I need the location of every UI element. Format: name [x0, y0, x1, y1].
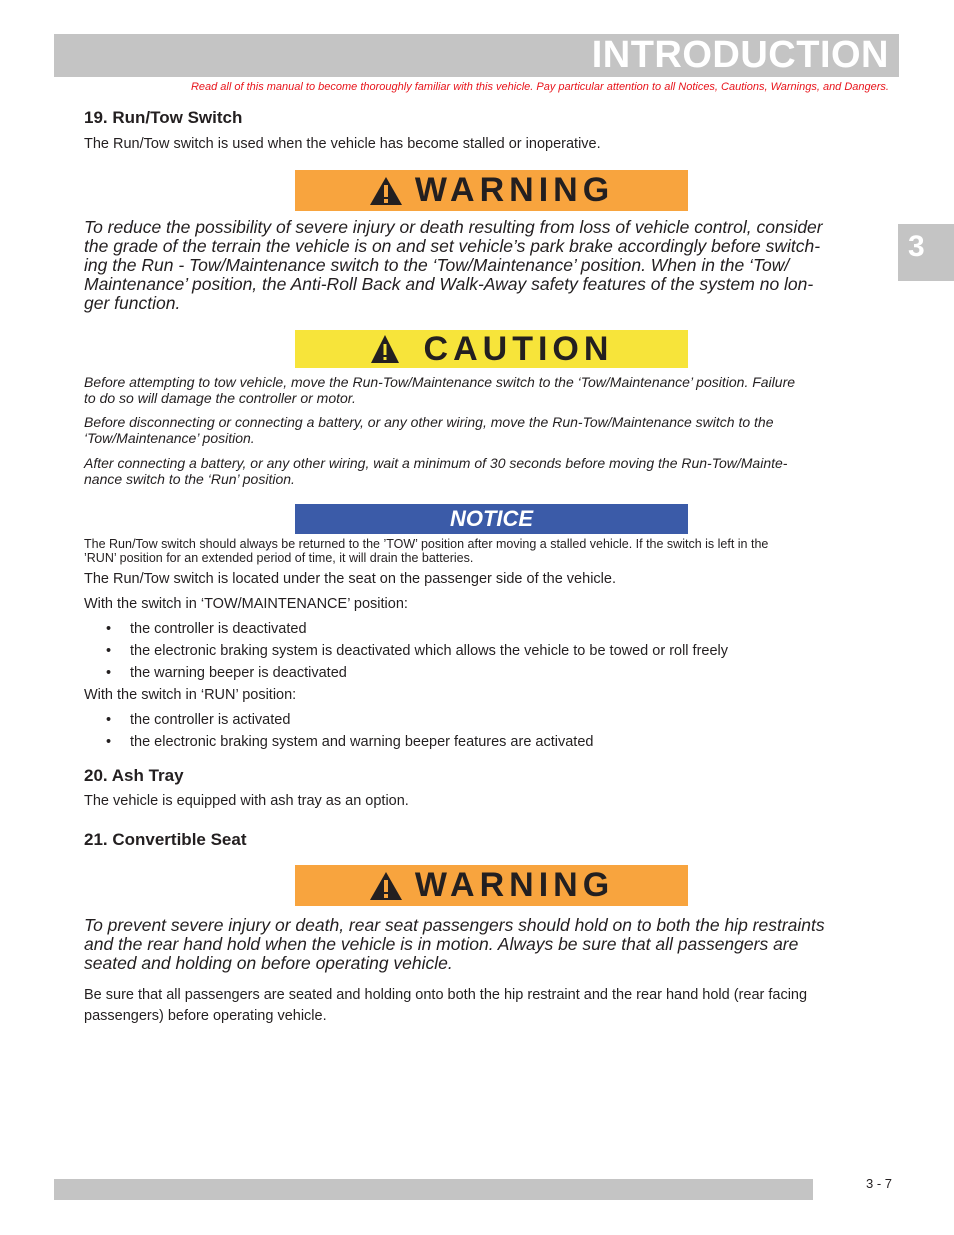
- warning-triangle-icon: [369, 176, 403, 206]
- warning-label-2: WARNING: [414, 866, 615, 904]
- warning-label-1: WARNING: [414, 171, 615, 209]
- list-item: • the controller is activated: [106, 712, 291, 728]
- run-position-intro: With the switch in ‘RUN’ position:: [84, 687, 297, 703]
- notice-line: ’RUN’ position for an extended period of time, it will drain the batteries.: [84, 551, 474, 565]
- caution-triangle-icon: [370, 334, 400, 364]
- caution-paragraph: [84, 455, 899, 487]
- list-item: • the electronic braking system and warning beeper features are activated: [106, 734, 594, 750]
- text-line: Be sure that all passengers are seated and holding onto both the hip restraint and the rear hand hold (rear facing: [84, 987, 808, 1003]
- section-21-heading: 21. Convertible Seat: [84, 830, 247, 849]
- warning-triangle-icon: [369, 871, 403, 901]
- warning-line: Maintenance’ position, the Anti-Roll Back and Walk-Away safety features of the system no lon-: [84, 274, 814, 294]
- warning-line: ing the Run - Tow/Maintenance switch to the ‘Tow/Maintenance’ position. When in the ‘Tow/: [84, 255, 790, 275]
- switch-location: The Run/Tow switch is located under the seat on the passenger side of the vehicle.: [84, 571, 616, 587]
- header-bar: [54, 34, 899, 77]
- notice-banner: [295, 504, 688, 534]
- tow-position-intro: With the switch in ‘TOW/MAINTENANCE’ position:: [84, 596, 408, 612]
- list-item: • the controller is deactivated: [106, 621, 307, 637]
- warning-line: ger function.: [84, 293, 181, 313]
- notice-line: The Run/Tow switch should always be returned to the ’TOW’ position after moving a stalled vehicle. If the switch is left in the: [84, 537, 769, 551]
- list-item: • the warning beeper is deactivated: [106, 665, 347, 681]
- warning-banner-1: [295, 170, 688, 211]
- warning-line: seated and holding on before operating vehicle.: [84, 953, 453, 973]
- caution-paragraph: [84, 414, 899, 446]
- list-item-text: the warning beeper is deactivated: [130, 665, 347, 681]
- chapter-tab: [898, 224, 954, 281]
- warning-line: the grade of the terrain the vehicle is on and set vehicle’s park brake accordingly before switch-: [84, 236, 821, 256]
- section-20-text: The vehicle is equipped with ash tray as an option.: [84, 793, 409, 809]
- section-19-heading: 19. Run/Tow Switch: [84, 108, 243, 127]
- warning-line: and the rear hand hold when the vehicle is in motion. Always be sure that all passengers are: [84, 934, 799, 954]
- main-content: [84, 108, 899, 1027]
- page-title: INTRODUCTION: [591, 34, 889, 76]
- notice-text: [84, 537, 899, 565]
- warning-banner-2: [295, 865, 688, 906]
- section-20-heading: 20. Ash Tray: [84, 766, 184, 785]
- warning-text-1: [84, 218, 899, 313]
- header-note: Read all of this manual to become thoroughly familiar with this vehicle. Pay particular attention to all Notices, Cautions, Warnings, and Dangers.: [190, 81, 889, 93]
- tow-position-list: [84, 619, 899, 683]
- warning-text-2: [84, 916, 899, 973]
- caution-line: Before disconnecting or connecting a battery, or any other wiring, move the Run-Tow/Maintenance switch to the: [84, 414, 774, 430]
- page-number: 3 - 7: [866, 1176, 893, 1191]
- list-item-text: the electronic braking system and warning beeper features are activated: [130, 734, 594, 750]
- list-item-text: the controller is activated: [130, 712, 291, 728]
- text-line: passengers) before operating vehicle.: [84, 1008, 327, 1024]
- caution-paragraph: [84, 374, 899, 406]
- caution-label: CAUTION: [423, 329, 614, 368]
- footer-bar: [54, 1179, 813, 1200]
- caution-line: ‘Tow/Maintenance’ position.: [84, 430, 255, 446]
- caution-line: After connecting a battery, or any other wiring, wait a minimum of 30 seconds before moving the Run-Tow/Mainte-: [84, 455, 788, 471]
- warning-line: To prevent severe injury or death, rear seat passengers should hold on to both the hip restraints: [84, 915, 825, 935]
- warning-line: To reduce the possibility of severe injury or death resulting from loss of vehicle control, consider: [84, 217, 823, 237]
- caution-banner: [295, 330, 688, 368]
- list-item-text: the electronic braking system is deactivated which allows the vehicle to be towed or roll freely: [130, 643, 729, 659]
- caution-line: Before attempting to tow vehicle, move the Run-Tow/Maintenance switch to the ‘Tow/Maintenance’ position. Failure: [84, 374, 796, 390]
- caution-line: nance switch to the ‘Run’ position.: [84, 471, 295, 487]
- section-19-intro: The Run/Tow switch is used when the vehicle has become stalled or inoperative.: [84, 136, 601, 152]
- list-item-text: the controller is deactivated: [130, 621, 307, 637]
- notice-label: NOTICE: [449, 506, 534, 531]
- section-21-text: [84, 985, 899, 1027]
- list-item: • the electronic braking system is deactivated which allows the vehicle to be towed or roll freely: [106, 643, 729, 659]
- chapter-tab-label: 3: [908, 230, 925, 263]
- caution-line: to do so will damage the controller or motor.: [84, 390, 356, 406]
- run-position-list: [84, 710, 899, 752]
